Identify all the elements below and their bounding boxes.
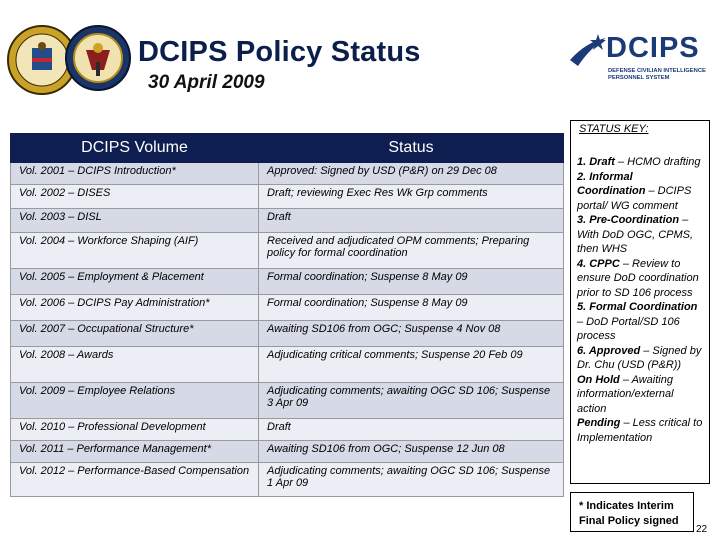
volume-cell: Vol. 2006 – DCIPS Pay Administration*: [11, 295, 259, 321]
page-date: 30 April 2009: [148, 72, 265, 93]
status-key-item: [577, 170, 703, 214]
key-desc: – Signed by Dr. Chu (USD (P&R)): [577, 344, 702, 371]
table-row: [11, 269, 564, 295]
table-row: [11, 419, 564, 441]
table-row: [11, 233, 564, 269]
table-row: [11, 321, 564, 347]
table-row: [11, 347, 564, 383]
status-cell: Approved: Signed by USD (P&R) on 29 Dec 08: [259, 163, 564, 185]
table-row: [11, 209, 564, 233]
table-row: [11, 295, 564, 321]
interim-policy-note: * Indicates Interim Final Policy signed: [570, 492, 694, 532]
page-number: 22: [696, 524, 708, 535]
key-term: On Hold: [577, 373, 620, 386]
key-desc: – Less critical to Implementation: [577, 417, 703, 444]
status-cell: Draft; reviewing Exec Res Wk Grp comments: [259, 185, 564, 209]
volume-cell: Vol. 2002 – DISES: [11, 185, 259, 209]
volume-cell: Vol. 2012 – Performance-Based Compensation: [11, 463, 259, 497]
status-key-item: [577, 155, 703, 170]
table-row: [11, 163, 564, 185]
volume-cell: Vol. 2011 – Performance Management*: [11, 441, 259, 463]
table-row: [11, 463, 564, 497]
policy-status-table: [10, 133, 564, 497]
status-cell: Adjudicating comments; awaiting OGC SD 106; Suspense 3 Apr 09: [259, 383, 564, 419]
page-title: DCIPS Policy Status: [138, 36, 421, 68]
key-term: 6. Approved: [577, 344, 641, 357]
logo-wordmark: DCIPS: [606, 32, 700, 64]
key-desc: – Awaiting information/external action: [577, 373, 674, 415]
volume-cell: Vol. 2009 – Employee Relations: [11, 383, 259, 419]
key-term: 1. Draft: [577, 156, 615, 168]
status-cell: Adjudicating critical comments; Suspense 20 Feb 09: [259, 347, 564, 383]
logo-subtitle: DEFENSE CIVILIAN INTELLIGENCE PERSONNEL SYSTEM: [608, 68, 706, 81]
volume-cell: Vol. 2003 – DISL: [11, 209, 259, 233]
key-desc: – HCMO drafting: [614, 156, 701, 168]
key-term: 4. CPPC: [577, 257, 620, 270]
dcips-logo: [568, 28, 714, 92]
status-key-item: [577, 300, 703, 344]
column-header-status: Status: [259, 134, 564, 163]
key-term: 3. Pre-Coordination: [577, 214, 680, 226]
key-term: 2. Informal Coordination: [577, 170, 646, 197]
volume-cell: Vol. 2007 – Occupational Structure*: [11, 321, 259, 347]
table-row: [11, 441, 564, 463]
table-row: [11, 185, 564, 209]
department-seals: [6, 10, 134, 102]
status-cell: Awaiting SD106 from OGC; Suspense 12 Jun 08: [259, 441, 564, 463]
table-header-row: [11, 134, 564, 163]
key-term: 5. Formal Coordination: [577, 301, 698, 313]
navy-seal-icon: [66, 26, 130, 90]
status-key-title: STATUS KEY:: [579, 123, 649, 135]
status-cell: Received and adjudicated OPM comments; Preparing policy for formal coordination: [259, 233, 564, 269]
status-cell: Draft: [259, 419, 564, 441]
volume-cell: Vol. 2001 – DCIPS Introduction*: [11, 163, 259, 185]
key-desc: – Review to ensure DoD coordination prior to SD 106 process: [577, 257, 699, 299]
star-swoosh-icon: [568, 32, 608, 72]
status-key-item: [577, 416, 703, 445]
status-cell: Draft: [259, 209, 564, 233]
table-row: [11, 383, 564, 419]
key-desc: – DoD Portal/SD 106 process: [577, 315, 680, 342]
volume-cell: Vol. 2005 – Employment & Placement: [11, 269, 259, 295]
key-term: Pending: [577, 417, 621, 429]
status-key-item: [577, 344, 703, 373]
status-cell: Formal coordination; Suspense 8 May 09: [259, 295, 564, 321]
status-key-panel: [570, 120, 710, 484]
volume-cell: Vol. 2010 – Professional Development: [11, 419, 259, 441]
column-header-volume: DCIPS Volume: [11, 134, 259, 163]
status-key-item: [577, 373, 703, 417]
status-cell: Adjudicating comments; awaiting OGC SD 106; Suspense 1 Apr 09: [259, 463, 564, 497]
volume-cell: Vol. 2008 – Awards: [11, 347, 259, 383]
key-desc: – With DoD OGC, CPMS, then WHS: [577, 214, 694, 255]
status-cell: Formal coordination; Suspense 8 May 09: [259, 269, 564, 295]
status-cell: Awaiting SD106 from OGC; Suspense 4 Nov 08: [259, 321, 564, 347]
volume-cell: Vol. 2004 – Workforce Shaping (AIF): [11, 233, 259, 269]
status-key-item: [577, 257, 703, 301]
status-key-item: [577, 213, 703, 257]
key-desc: – DCIPS portal/ WG comment: [577, 185, 692, 212]
